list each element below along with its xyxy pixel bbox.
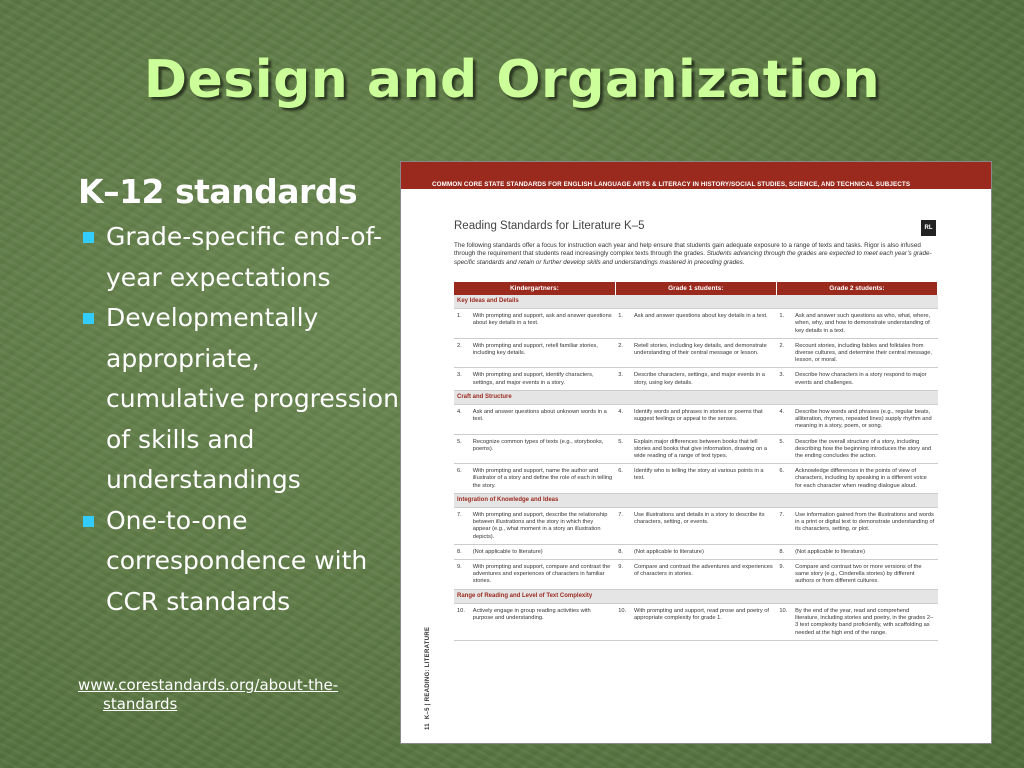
standard-text: With prompting and support, describe the relationship between illustrations and the story in which they appear (e.g., what moment in a story an illustration depicts). (470, 508, 615, 545)
standard-text: Describe characters, settings, and major events in a story, using key details. (631, 368, 776, 390)
standard-number: 8. (776, 544, 792, 559)
doc-badge: RL (921, 220, 936, 236)
standard-number: 10. (454, 603, 470, 640)
side-label-text (425, 580, 431, 730)
standard-number: 5. (776, 434, 792, 464)
section-label: Integration of Knowledge and Ideas (454, 493, 938, 507)
column-header: Grade 2 students: (776, 282, 937, 295)
standard-text: Identify words and phrases in stories or poems that suggest feelings or appeal to the senses. (631, 405, 776, 435)
standard-number: 7. (615, 508, 631, 545)
table-row (454, 464, 938, 494)
standards-table (454, 282, 938, 641)
standard-text: (Not applicable to literature) (792, 544, 937, 559)
bullet-square-icon (83, 313, 94, 324)
standard-number: 10. (776, 603, 792, 640)
standard-number: 6. (615, 464, 631, 494)
standard-text: Use illustrations and details in a story to describe its characters, setting, or events. (631, 508, 776, 545)
standards-document-image (401, 162, 991, 743)
standard-number: 2. (615, 338, 631, 368)
doc-title: Reading Standards for Literature K–5 (454, 220, 645, 232)
standard-number: 4. (776, 405, 792, 435)
table-row (454, 405, 938, 435)
table-header-row (454, 282, 938, 295)
standard-number: 6. (454, 464, 470, 494)
standard-number: 8. (454, 544, 470, 559)
standard-number: 5. (615, 434, 631, 464)
table-section-row (454, 295, 938, 309)
standard-number: 9. (776, 560, 792, 590)
table-row (454, 309, 938, 339)
bullet-list (78, 217, 404, 622)
table-row (454, 434, 938, 464)
standard-text: With prompting and support, retell familiar stories, including key details. (470, 338, 615, 368)
standard-text: Retell stories, including key details, and demonstrate understanding of their central message or lesson. (631, 338, 776, 368)
table-row (454, 368, 938, 390)
doc-intro-text: The following standards offer a focus for instruction each year and help ensure that students gain adequate exposure to a range of texts and tasks. Rigor is also infused through the requirement that students read increasingly complex texts through the grades. (454, 242, 921, 258)
standard-number: 1. (615, 309, 631, 339)
column-header: Grade 1 students: (615, 282, 776, 295)
slide-title: Design and Organization (143, 50, 881, 110)
standard-text: (Not applicable to literature) (631, 544, 776, 559)
standard-text: Explain major differences between books that tell stories and books that give information, drawing on a wide reading of a range of text types. (631, 434, 776, 464)
page-number: 11 (425, 723, 431, 730)
standard-text: With prompting and support, compare and contrast the adventures and experiences of characters in familiar stories. (470, 560, 615, 590)
bullet-square-icon (83, 516, 94, 527)
standard-number: 9. (615, 560, 631, 590)
standard-text: With prompting and support, ask and answer questions about key details in a text. (470, 309, 615, 339)
table-body (454, 295, 938, 640)
standard-text: With prompting and support, read prose and poetry of appropriate complexity for grade 1. (631, 603, 776, 640)
standard-number: 10. (615, 603, 631, 640)
doc-intro (454, 242, 934, 267)
doc-intro-italic: Students advancing through the grades are expected to meet each year’s grade-specific standards and retain or further develop skills and understandings mastered in preceding grades. (454, 250, 932, 266)
standard-text: Ask and answer questions about unknown words in a text. (470, 405, 615, 435)
standard-number: 3. (776, 368, 792, 390)
standard-number: 6. (776, 464, 792, 494)
standard-text: Ask and answer such questions as who, what, where, when, why, and how to demonstrate understanding of key details in a text. (792, 309, 937, 339)
standard-number: 3. (615, 368, 631, 390)
table-section-row (454, 589, 938, 603)
section-label: Range of Reading and Level of Text Complexity (454, 589, 938, 603)
standard-number: 9. (454, 560, 470, 590)
standard-number: 1. (454, 309, 470, 339)
bullet-item (78, 298, 404, 501)
standard-text: By the end of the year, read and comprehend literature, including stories and poetry, in the grades 2–3 text complexity band proficiently, with scaffolding as needed at the high end of the range. (792, 603, 937, 640)
standards-link[interactable] (78, 676, 378, 714)
section-heading: K–12 standards (78, 172, 358, 211)
standard-text: Describe how words and phrases (e.g., regular beats, alliteration, rhymes, repeated lines) supply rhythm and meaning in a story, poem, or song. (792, 405, 937, 435)
standard-text: Describe the overall structure of a story, including describing how the beginning introduces the story and the ending concludes the action. (792, 434, 937, 464)
standard-number: 7. (454, 508, 470, 545)
standard-text: With prompting and support, name the author and illustrator of a story and define the role of each in telling the story. (470, 464, 615, 494)
bullet-square-icon (83, 232, 94, 243)
bullet-text: Developmentally appropriate, cumulative progression of skills and understandings (106, 303, 399, 494)
standard-number: 1. (776, 309, 792, 339)
bullet-item (78, 501, 404, 623)
table-section-row (454, 493, 938, 507)
bullet-item (78, 217, 404, 298)
section-label: Key Ideas and Details (454, 295, 938, 309)
standard-number: 2. (454, 338, 470, 368)
standard-text: Identify who is telling the story at various points in a text. (631, 464, 776, 494)
table-row (454, 560, 938, 590)
table-row (454, 544, 938, 559)
table-row (454, 603, 938, 640)
content-area (78, 172, 404, 622)
standard-text: Describe how characters in a story respond to major events and challenges. (792, 368, 937, 390)
standard-text: Acknowledge differences in the points of view of characters, including by speaking in a different voice for each character when reading dialogue aloud. (792, 464, 937, 494)
bullet-text: Grade-specific end-of-year expectations (106, 222, 382, 292)
standard-text: With prompting and support, identify characters, settings, and major events in a story. (470, 368, 615, 390)
doc-side-label (423, 582, 433, 732)
table-section-row (454, 390, 938, 404)
standard-number: 2. (776, 338, 792, 368)
side-label: K–5 | READING: LITERATURE (425, 626, 431, 720)
doc-banner: COMMON CORE STATE STANDARDS FOR ENGLISH LANGUAGE ARTS & LITERACY IN HISTORY/SOCIAL STUDIES, SCIENCE, AND TECHNICAL SUBJECTS (401, 162, 991, 189)
standard-text: Use information gained from the illustrations and words in a print or digital text to demonstrate understanding of its characters, setting, or plot. (792, 508, 937, 545)
standard-number: 3. (454, 368, 470, 390)
standard-number: 4. (615, 405, 631, 435)
table-row (454, 508, 938, 545)
standard-text: Ask and answer questions about key details in a text. (631, 309, 776, 339)
standard-text: Recount stories, including fables and folktales from diverse cultures, and determine their central message, lesson, or moral. (792, 338, 937, 368)
standard-number: 7. (776, 508, 792, 545)
standard-number: 8. (615, 544, 631, 559)
standard-text: Compare and contrast two or more versions of the same story (e.g., Cinderella stories) by different authors or from different cultures. (792, 560, 937, 590)
link-line-1[interactable]: www.corestandards.org/about-the- (78, 676, 339, 694)
section-label: Craft and Structure (454, 390, 938, 404)
column-header: Kindergartners: (454, 282, 615, 295)
standard-text: Actively engage in group reading activities with purpose and understanding. (470, 603, 615, 640)
standard-number: 4. (454, 405, 470, 435)
link-line-2[interactable]: standards (103, 695, 178, 713)
standard-text: Compare and contrast the adventures and experiences of characters in stories. (631, 560, 776, 590)
table-row (454, 338, 938, 368)
standard-text: (Not applicable to literature) (470, 544, 615, 559)
bullet-text: One-to-one correspondence with CCR standards (106, 505, 368, 616)
standard-text: Recognize common types of texts (e.g., storybooks, poems). (470, 434, 615, 464)
standard-number: 5. (454, 434, 470, 464)
